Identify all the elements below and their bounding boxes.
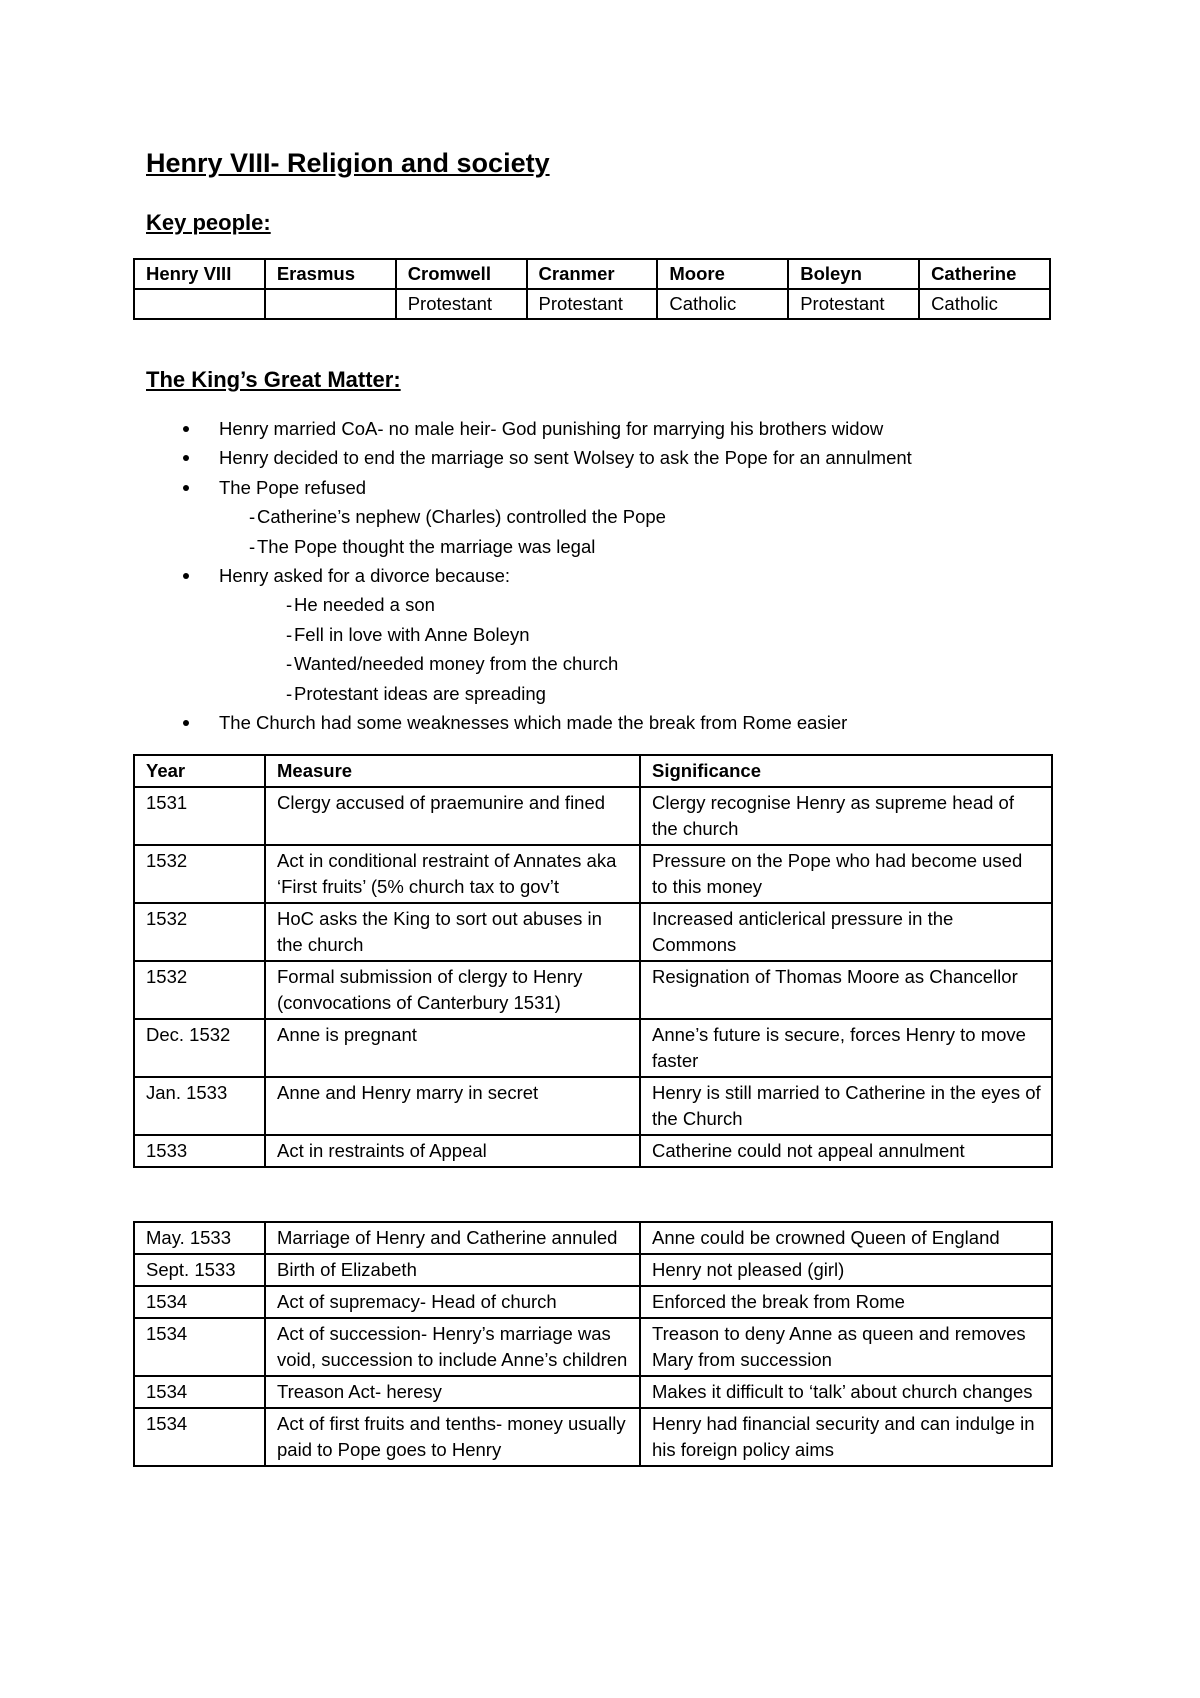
bullet-icon (183, 720, 189, 726)
table-cell: 1531 (134, 787, 265, 845)
table-cell: Cranmer (527, 259, 658, 289)
list-item: Henry married CoA- no male heir- God punishing for marrying his brothers widow (186, 414, 1086, 443)
table-row (134, 289, 1050, 319)
sub-list-item: - He needed a son (186, 590, 1086, 619)
table-cell: Anne could be crowned Queen of England (640, 1222, 1052, 1254)
table-cell: Anne’s future is secure, forces Henry to move faster (640, 1019, 1052, 1077)
table-cell: Protestant (527, 289, 658, 319)
table-cell: Act in conditional restraint of Annates aka ‘First fruits’ (5% church tax to gov’t (265, 845, 640, 903)
sub-list-item: - The Pope thought the marriage was legal (186, 532, 1086, 561)
table-row (134, 961, 1052, 1019)
table-cell: Boleyn (788, 259, 919, 289)
table-row (134, 1376, 1052, 1408)
key-people-table (133, 258, 1051, 320)
sub-list-item: - Wanted/needed money from the church (186, 649, 1086, 678)
dash-icon: - (286, 653, 293, 675)
table-row (134, 1135, 1052, 1167)
key-people-heading: Key people: (146, 210, 271, 235)
table-cell: Henry had financial security and can indulge in his foreign policy aims (640, 1408, 1052, 1466)
table-cell: Act of succession- Henry’s marriage was void, succession to include Anne’s children (265, 1318, 640, 1376)
table-cell: Henry is still married to Catherine in the eyes of the Church (640, 1077, 1052, 1135)
table-cell: Henry not pleased (girl) (640, 1254, 1052, 1286)
bullet-icon (183, 485, 189, 491)
table-cell: 1534 (134, 1408, 265, 1466)
table-cell: Catholic (657, 289, 788, 319)
table-row (134, 903, 1052, 961)
header-measure: Measure (265, 755, 640, 787)
table-cell: Protestant (396, 289, 527, 319)
table-cell: Act of first fruits and tenths- money usually paid to Pope goes to Henry (265, 1408, 640, 1466)
great-matter-list (186, 414, 1086, 737)
table-cell: Formal submission of clergy to Henry (convocations of Canterbury 1531) (265, 961, 640, 1019)
table-cell: Erasmus (265, 259, 396, 289)
list-item: The Pope refused - Catherine’s nephew (Charles) controlled the Pope - The Pope thought the marriage was legal (186, 473, 1086, 561)
table-cell: 1534 (134, 1318, 265, 1376)
list-item: The Church had some weaknesses which made the break from Rome easier (186, 708, 1086, 737)
table-cell: HoC asks the King to sort out abuses in the church (265, 903, 640, 961)
table-row (134, 1019, 1052, 1077)
list-item: Henry asked for a divorce because: - He needed a son - Fell in love with Anne Boleyn - Wanted/needed money from the church - Protestant ideas are spreading (186, 561, 1086, 708)
table-row (134, 1286, 1052, 1318)
table-cell: Dec. 1532 (134, 1019, 265, 1077)
table-cell: Pressure on the Pope who had become used to this money (640, 845, 1052, 903)
table-cell: Treason to deny Anne as queen and removes Mary from succession (640, 1318, 1052, 1376)
table-row (134, 1222, 1052, 1254)
dash-icon: - (286, 594, 293, 616)
sub-list-item: - Protestant ideas are spreading (186, 679, 1086, 708)
list-item: Henry decided to end the marriage so sent Wolsey to ask the Pope for an annulment (186, 443, 1086, 472)
table-cell: Resignation of Thomas Moore as Chancellor (640, 961, 1052, 1019)
table-cell: Clergy accused of praemunire and fined (265, 787, 640, 845)
table-cell: Jan. 1533 (134, 1077, 265, 1135)
timeline-table-2 (133, 1221, 1053, 1467)
sub-list (186, 590, 1086, 708)
table-cell: Cromwell (396, 259, 527, 289)
bullet-icon (183, 455, 189, 461)
bullet-icon (183, 426, 189, 432)
table-cell: Catherine (919, 259, 1050, 289)
table-header-row (134, 755, 1052, 787)
table-row (134, 845, 1052, 903)
table-row (134, 1318, 1052, 1376)
table-cell: 1534 (134, 1286, 265, 1318)
table-cell: Anne is pregnant (265, 1019, 640, 1077)
dash-icon: - (249, 535, 256, 557)
header-significance: Significance (640, 755, 1052, 787)
dash-icon: - (286, 682, 293, 704)
table-row (134, 1408, 1052, 1466)
table-row (134, 1077, 1052, 1135)
table-cell: Act in restraints of Appeal (265, 1135, 640, 1167)
table-cell: Catherine could not appeal annulment (640, 1135, 1052, 1167)
table-cell: Makes it difficult to ‘talk’ about church changes (640, 1376, 1052, 1408)
table-cell: Clergy recognise Henry as supreme head of the church (640, 787, 1052, 845)
great-matter-heading: The King’s Great Matter: (146, 367, 401, 392)
table-cell: Act of supremacy- Head of church (265, 1286, 640, 1318)
table-cell: Catholic (919, 289, 1050, 319)
sub-list-item: - Fell in love with Anne Boleyn (186, 620, 1086, 649)
dash-icon: - (249, 506, 256, 528)
table-cell (134, 289, 265, 319)
table-cell: May. 1533 (134, 1222, 265, 1254)
table-cell (265, 289, 396, 319)
timeline-table-1 (133, 754, 1053, 1168)
table-row (134, 787, 1052, 845)
table-cell: Increased anticlerical pressure in the Commons (640, 903, 1052, 961)
table-cell: Enforced the break from Rome (640, 1286, 1052, 1318)
table-cell: Sept. 1533 (134, 1254, 265, 1286)
table-cell: Marriage of Henry and Catherine annuled (265, 1222, 640, 1254)
table-cell: 1532 (134, 961, 265, 1019)
table-cell: Birth of Elizabeth (265, 1254, 640, 1286)
bullet-icon (183, 573, 189, 579)
table-cell: 1534 (134, 1376, 265, 1408)
sub-list (186, 502, 1086, 561)
table-row (134, 259, 1050, 289)
table-cell: Anne and Henry marry in secret (265, 1077, 640, 1135)
table-cell: Moore (657, 259, 788, 289)
table-row (134, 1254, 1052, 1286)
table-cell: 1533 (134, 1135, 265, 1167)
page-title: Henry VIII- Religion and society (146, 148, 550, 178)
header-year: Year (134, 755, 265, 787)
sub-list-item: - Catherine’s nephew (Charles) controlled the Pope (186, 502, 1086, 531)
table-cell: Treason Act- heresy (265, 1376, 640, 1408)
table-cell: Protestant (788, 289, 919, 319)
dash-icon: - (286, 623, 293, 645)
table-cell: 1532 (134, 845, 265, 903)
table-cell: Henry VIII (134, 259, 265, 289)
table-cell: 1532 (134, 903, 265, 961)
